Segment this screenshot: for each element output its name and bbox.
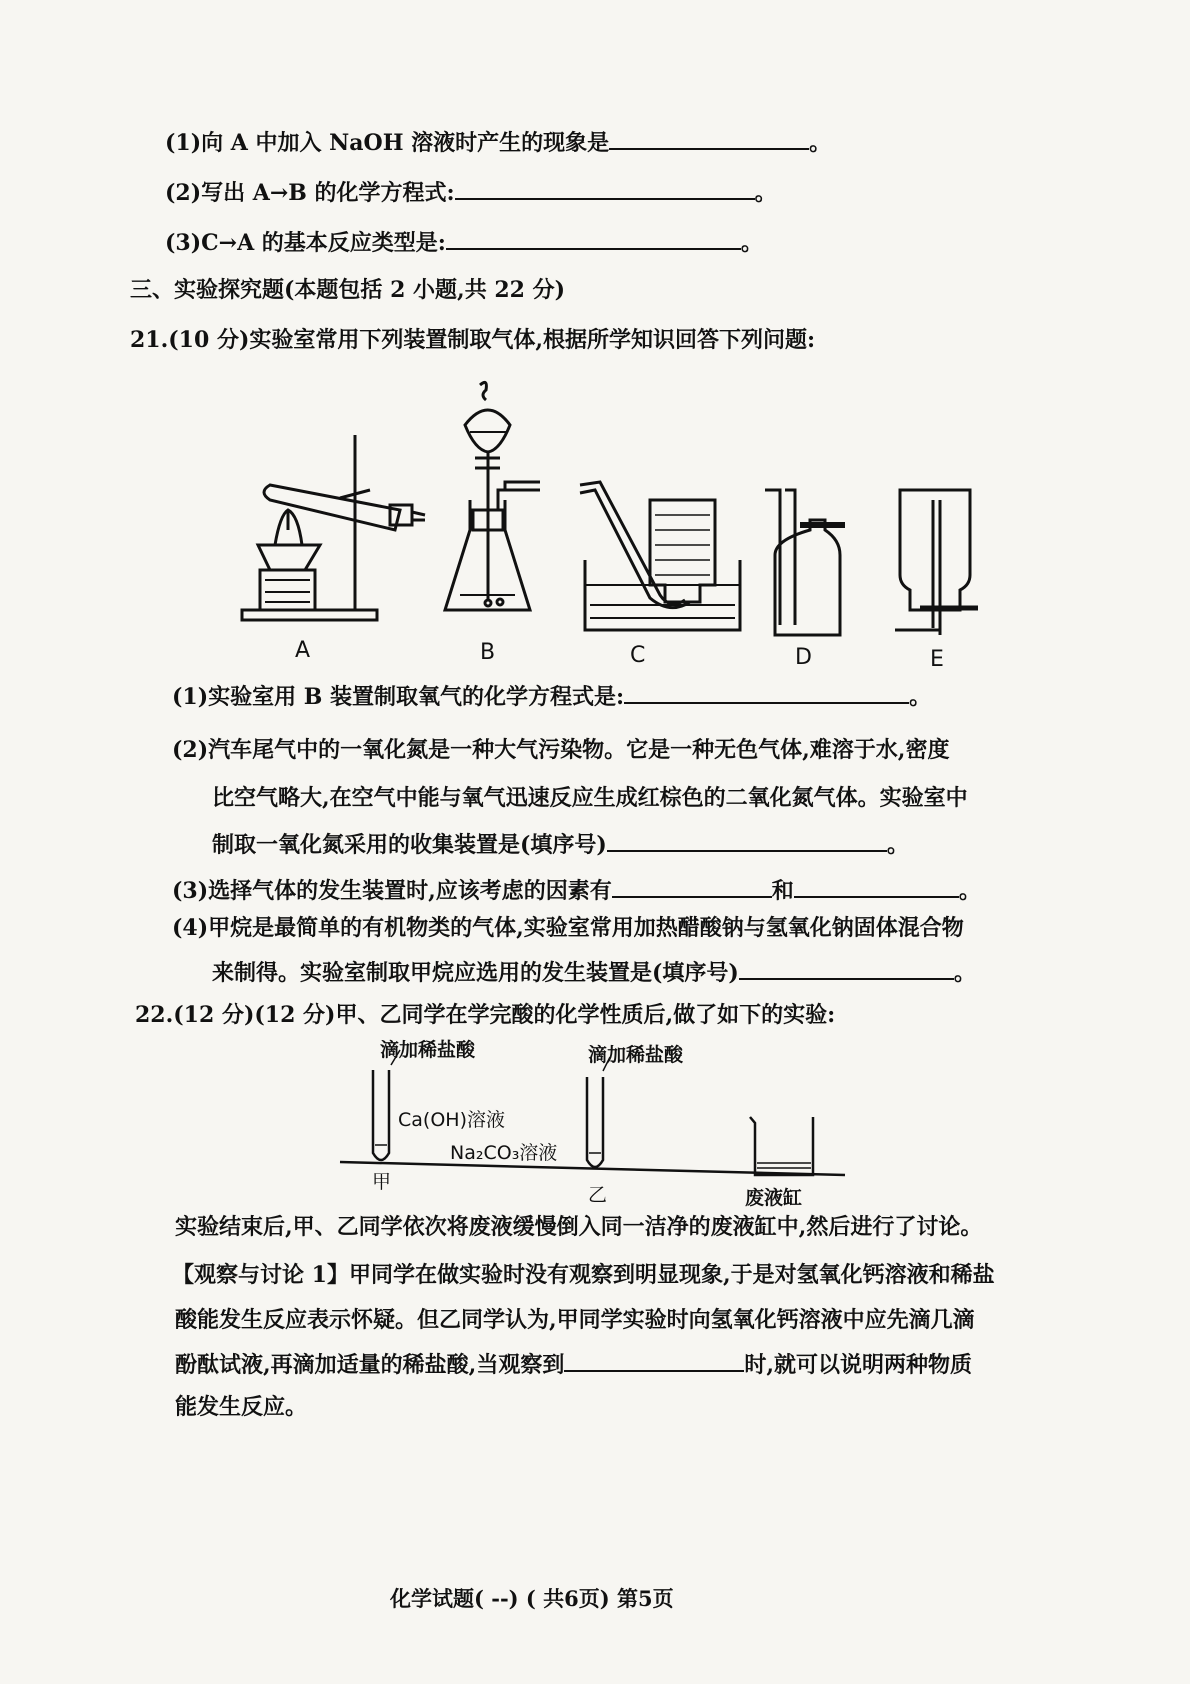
- q21-stem: 21.(10 分)实验室常用下列装置制取气体,根据所学知识回答下列问题:: [130, 327, 816, 353]
- q22-observe-line3-text: 酚酞试液,再滴加适量的稀盐酸,当观察到: [175, 1352, 565, 1378]
- q20-part2: [165, 178, 777, 208]
- answer-blank[interactable]: [624, 682, 909, 704]
- apparatus-label-b: B: [480, 640, 496, 665]
- q22-observe-line1: 【观察与讨论 1】甲同学在做实验时没有观察到明显现象,于是对氢氧化钙溶液和稀盐: [172, 1262, 995, 1288]
- q21-part1: [172, 682, 931, 712]
- period: 。: [754, 180, 777, 206]
- apparatus-label-d: D: [795, 645, 812, 670]
- q20-part1-text: (1)向 A 中加入 NaOH 溶液时产生的现象是: [165, 130, 610, 156]
- test-tube-yi: [587, 1057, 610, 1167]
- q22-observe-line3: [175, 1350, 972, 1380]
- q22-observe-line3-tail: 时,就可以说明两种物质: [744, 1352, 972, 1378]
- label-caoh-solution: Ca(OH)溶液: [398, 1109, 505, 1131]
- q21-part2-line2: 比空气略大,在空气中能与氧气迅速反应生成红棕色的二氧化氮气体。实验室中: [212, 785, 968, 811]
- test-tube-jia: [373, 1050, 400, 1160]
- answer-blank[interactable]: [739, 958, 954, 980]
- q21-part2-line3: [212, 830, 909, 860]
- apparatus-figure: [230, 370, 1000, 640]
- waste-beaker: [750, 1117, 813, 1175]
- page-footer: 化学试题( --) ( 共6页) 第5页: [390, 1586, 674, 1611]
- period: 。: [886, 832, 909, 858]
- apparatus-label-c: C: [630, 643, 646, 668]
- apparatus-b: [445, 382, 540, 610]
- q21-part3-text: (3)选择气体的发生装置时,应该考虑的因素有: [172, 878, 612, 904]
- answer-blank[interactable]: [794, 876, 959, 898]
- q20-part3: [165, 228, 763, 258]
- answer-blank[interactable]: [455, 178, 755, 200]
- q21-part1-text: (1)实验室用 B 装置制取氧气的化学方程式是:: [172, 684, 625, 710]
- q20-part2-text: (2)写出 A→B 的化学方程式:: [165, 180, 455, 206]
- answer-blank[interactable]: [446, 228, 741, 250]
- answer-blank[interactable]: [564, 1350, 744, 1372]
- answer-blank[interactable]: [609, 128, 809, 150]
- q20-part1: [165, 128, 831, 158]
- label-na2co3-solution: Na₂CO₃溶液: [450, 1142, 558, 1164]
- period: 。: [958, 878, 981, 904]
- label-jia: 甲: [372, 1171, 392, 1193]
- q22-stem: 22.(12 分)(12 分)甲、乙同学在学完酸的化学性质后,做了如下的实验:: [135, 1002, 836, 1028]
- answer-blank[interactable]: [612, 876, 772, 898]
- label-waste-tank: 废液缸: [745, 1187, 803, 1209]
- label-add-acid-2: 滴加稀盐酸: [588, 1044, 684, 1066]
- apparatus-a: [242, 435, 425, 620]
- period: 。: [740, 230, 763, 256]
- apparatus-d: [765, 490, 845, 635]
- q21-part3: [172, 876, 981, 906]
- apparatus-e: [895, 490, 978, 635]
- q22-observe-line2: 酸能发生反应表示怀疑。但乙同学认为,甲同学实验时向氢氧化钙溶液中应先滴几滴: [175, 1307, 975, 1333]
- period: 。: [953, 960, 976, 986]
- q22-observe-line4: 能发生反应。: [175, 1394, 308, 1420]
- apparatus-label-a: A: [295, 638, 311, 663]
- q20-part3-text: (3)C→A 的基本反应类型是:: [165, 230, 446, 256]
- q21-part2-line3-text: 制取一氧化氮采用的收集装置是(填序号): [212, 832, 607, 858]
- label-add-acid-1: 滴加稀盐酸: [380, 1039, 476, 1061]
- period: 。: [809, 130, 832, 156]
- period: 。: [909, 684, 932, 710]
- and-text: 和: [771, 878, 794, 904]
- label-yi: 乙: [588, 1184, 608, 1206]
- apparatus-label-e: E: [930, 647, 944, 672]
- apparatus-c: [580, 482, 740, 630]
- answer-blank[interactable]: [607, 830, 887, 852]
- q21-part4-line1: (4)甲烷是最简单的有机物类的气体,实验室常用加热醋酸钠与氢氧化钠固体混合物: [172, 915, 964, 941]
- q22-after-text: 实验结束后,甲、乙同学依次将废液缓慢倒入同一洁净的废液缸中,然后进行了讨论。: [175, 1214, 983, 1240]
- section3-heading: 三、实验探究题(本题包括 2 小题,共 22 分): [130, 277, 566, 303]
- q21-part4-line2-text: 来制得。实验室制取甲烷应选用的发生装置是(填序号): [212, 960, 739, 986]
- q21-part4-line2: [212, 958, 976, 988]
- q21-part2-line1: (2)汽车尾气中的一氧化氮是一种大气污染物。它是一种无色气体,难溶于水,密度: [172, 737, 950, 763]
